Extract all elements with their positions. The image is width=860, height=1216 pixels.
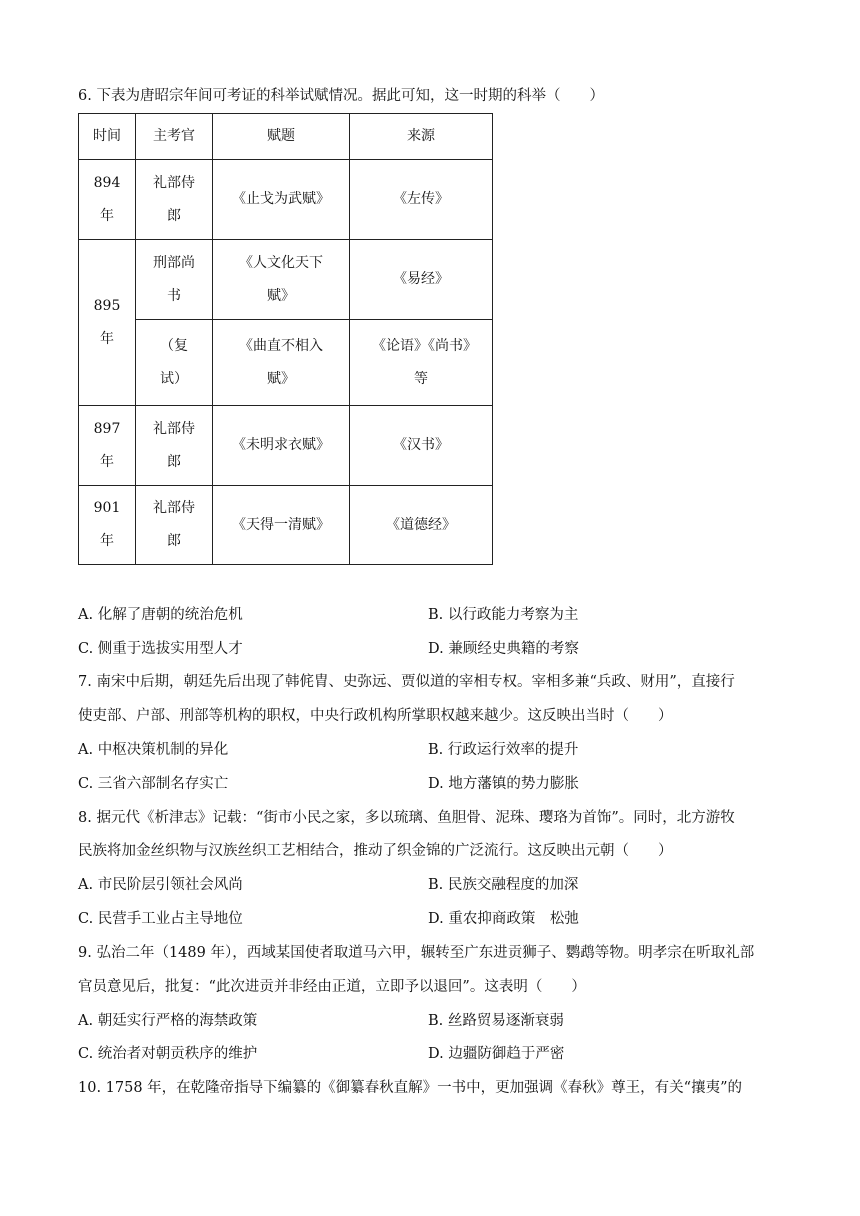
cell-topic: 《天得一清赋》 <box>232 516 330 533</box>
exam-table <box>78 113 493 565</box>
cell-source: 《论语》《尚书》等 <box>372 337 470 387</box>
cell-source: 《左传》 <box>393 191 449 207</box>
table-row <box>79 486 493 565</box>
cell-examiner: （复试） <box>160 337 188 387</box>
q6-stem: 6. 下表为唐昭宗年间可考证的科举试赋情况。据此可知，这一时期的科举（ ） <box>78 88 604 104</box>
header-source: 来源 <box>350 114 493 160</box>
q6-option-d[interactable]: D. 兼顾经史典籍的考察 <box>428 641 579 657</box>
q7-option-c[interactable]: C. 三省六部制名存实亡 <box>78 776 229 792</box>
cell-examiner: 礼部侍郎 <box>153 500 195 549</box>
q8-stem-line1: 8. 据元代《析津志》记载：“街市小民之家，多以琉璃、鱼胆骨、泥珠、璎珞为首饰”。同时，北方游牧 <box>78 810 735 826</box>
q9-stem-line2: 官员意见后，批复：“此次进贡并非经由正道，立即予以退回”。这表明（ ） <box>78 979 586 995</box>
q7-option-a[interactable]: A. 中枢决策机制的异化 <box>78 742 229 758</box>
q7-stem-line2: 使吏部、户部、刑部等机构的职权，中央行政机构所掌职权越来越少。这反映出当时（ ） <box>78 708 673 724</box>
table-row <box>79 406 493 486</box>
q9-option-c[interactable]: C. 统治者对朝贡秩序的维护 <box>78 1046 258 1062</box>
q6-option-c[interactable]: C. 侧重于选拔实用型人才 <box>78 641 243 657</box>
cell-examiner: 礼部侍郎 <box>153 174 195 224</box>
q10-stem-line1: 10. 1758 年，在乾隆帝指导下编纂的《御纂春秋直解》一书中，更加强调《春秋》尊王，有关“攘夷”的 <box>78 1080 743 1096</box>
cell-examiner: 刑部尚书 <box>153 254 195 304</box>
q6-option-a[interactable]: A. 化解了唐朝的统治危机 <box>78 607 243 623</box>
cell-time: 894 年 <box>93 174 121 224</box>
q9-option-d[interactable]: D. 边疆防御趋于严密 <box>428 1046 565 1062</box>
q7-option-d[interactable]: D. 地方藩镇的势力膨胀 <box>428 776 579 792</box>
q8-option-b[interactable]: B. 民族交融程度的加深 <box>428 877 579 893</box>
cell-time: 897 年 <box>93 420 121 470</box>
header-topic: 赋题 <box>213 114 350 160</box>
cell-source: 《道德经》 <box>386 516 456 533</box>
cell-topic: 《止戈为武赋》 <box>232 191 330 207</box>
table-row <box>79 160 493 240</box>
q9-option-a[interactable]: A. 朝廷实行严格的海禁政策 <box>78 1013 258 1029</box>
cell-source: 《易经》 <box>393 271 449 287</box>
cell-topic: 《曲直不相入赋》 <box>239 337 323 387</box>
q6-option-b[interactable]: B. 以行政能力考察为主 <box>428 607 579 623</box>
q7-option-b[interactable]: B. 行政运行效率的提升 <box>428 742 579 758</box>
table-row <box>79 320 493 406</box>
q9-option-b[interactable]: B. 丝路贸易逐渐衰弱 <box>428 1013 564 1029</box>
cell-time: 895 年 <box>93 297 121 347</box>
cell-topic: 《人文化天下赋》 <box>239 254 323 304</box>
q8-option-a[interactable]: A. 市民阶层引领社会风尚 <box>78 877 243 893</box>
q9-stem-line1: 9. 弘治二年（1489 年），西域某国使者取道马六甲，辗转至广东进贡狮子、鹦鹉等物。明孝宗在听取礼部 <box>78 945 755 961</box>
cell-source: 《汉书》 <box>393 437 449 453</box>
q8-stem-line2: 民族将加金丝织物与汉族丝织工艺相结合，推动了织金锦的广泛流行。这反映出元朝（ ） <box>78 843 673 859</box>
header-examiner: 主考官 <box>136 114 213 160</box>
cell-topic: 《未明求衣赋》 <box>232 437 330 453</box>
table-row <box>79 240 493 320</box>
cell-examiner: 礼部侍郎 <box>153 420 195 470</box>
q8-option-c[interactable]: C. 民营手工业占主导地位 <box>78 911 243 927</box>
q8-option-d[interactable]: D. 重农抑商政策 松弛 <box>428 911 579 927</box>
q7-stem-line1: 7. 南宋中后期，朝廷先后出现了韩侂胄、史弥远、贾似道的宰相专权。宰相多兼“兵政、财用”，直接行 <box>78 674 735 690</box>
cell-time: 901 年 <box>93 500 121 549</box>
header-time: 时间 <box>79 114 136 160</box>
